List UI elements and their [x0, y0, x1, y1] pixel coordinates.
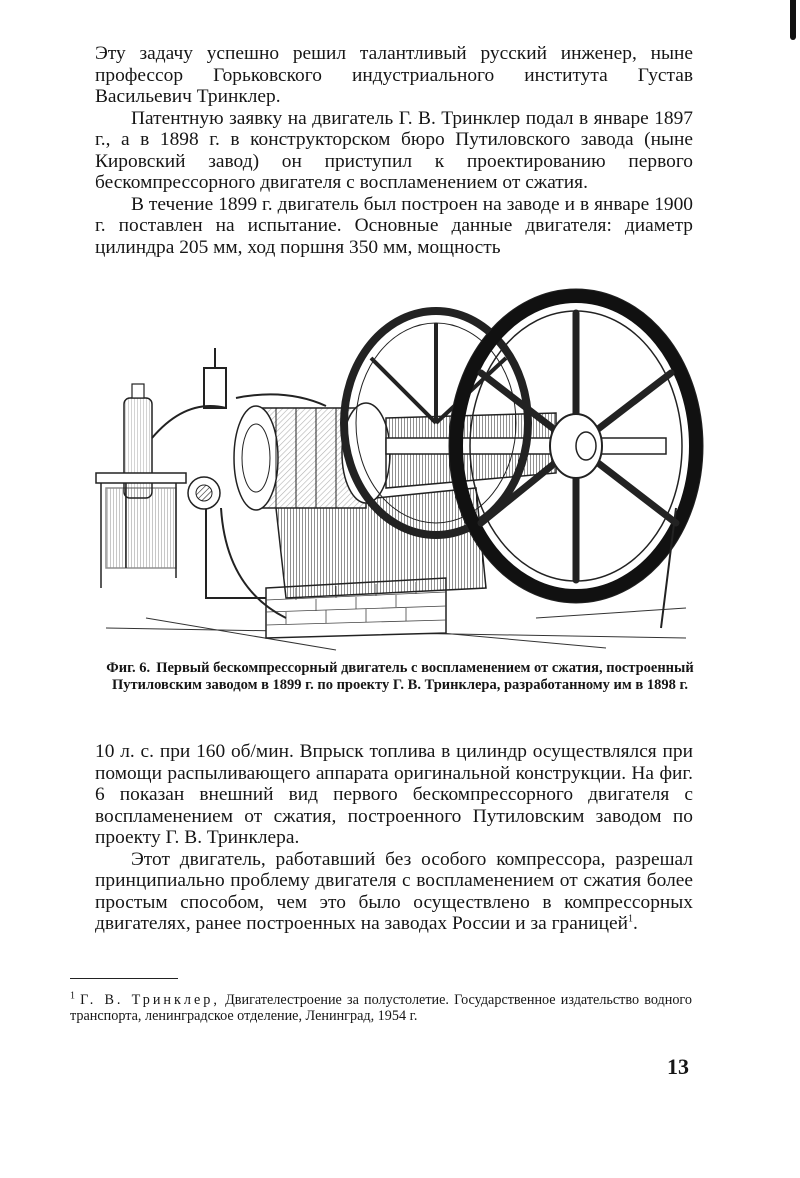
figure-caption: [64, 660, 736, 693]
governor: [188, 477, 220, 509]
footnote-author: Г. В. Тринклер,: [80, 992, 220, 1008]
scan-edge-mark: [790, 0, 796, 40]
engine-drawing: [86, 288, 706, 656]
paragraph-3: В течение 1899 г. двигатель был построен на заводе и в январе 1900 г. поставлен на испытание. Основные данные двигателя: диаметр цилиндра 205 мм, ход поршня 350 мм, мощность: [95, 193, 693, 258]
figure-label: Фиг. 6.: [106, 660, 151, 676]
figure-caption-text: Первый бескомпрессорный двигатель с воспламенением от сжатия, построенный Путиловским заводом в 1899 г. по проекту Г. В. Тринклера, разработанному им в 1898 г.: [111, 660, 694, 693]
paragraph-2: Патентную заявку на двигатель Г. В. Тринклер подал в январе 1897 г., а в 1898 г. в конструкторском бюро Путиловского завода (ныне Кировский завод) он приступил к проектированию первого бескомпрессорного двигателя с воспламенением от сжатия.: [95, 107, 693, 193]
paragraph-4: 10 л. с. при 160 об/мин. Впрыск топлива в цилиндр осуществлялся при помощи распыливающего аппарата оригинальной конструкции. На фиг. 6 показан внешний вид первого бескомпрессорного двигателя с воспламенением от сжатия, построенного Путиловским заводом по проекту Г. В. Тринклера.: [95, 741, 693, 848]
top-text-block: [95, 43, 693, 258]
footnote-marker: 1: [70, 990, 75, 1002]
paragraph-5: Этот двигатель, работавший без особого компрессора, разрешал принципиально проблему двигателя с воспламенением от сжатия более простым способом, чем это было осуществлено в компрессорных двигателях, ранее построенных на заводах России и за границей$^1$.: [95, 848, 693, 934]
page-number: 13: [667, 1054, 689, 1079]
bottom-text-block: [95, 741, 693, 935]
workbench: [96, 473, 186, 588]
footnote-text: Двигателестроение за полустолетие. Государственное издательство водного транспорта, ленинградское отделение, Ленинград, 1954 г.: [70, 992, 692, 1024]
paragraph-5-text: Этот двигатель, работавший без особого компрессора, разрешал принципиально проблему двигателя с воспламенением от сжатия более простым способом, чем это было осуществлено в компрессорных двигателях, ранее построенных на заводах России и за границей: [95, 848, 693, 934]
footnote-rule: [70, 978, 178, 979]
engine-illustration: [86, 288, 706, 656]
paragraph-1: Эту задачу успешно решил талантливый русский инженер, ныне профессор Горьковского индустриального института Густав Васильевич Тринклер.: [95, 43, 693, 107]
footnote-reference[interactable]: 1: [627, 913, 633, 925]
footnote: [70, 992, 692, 1024]
